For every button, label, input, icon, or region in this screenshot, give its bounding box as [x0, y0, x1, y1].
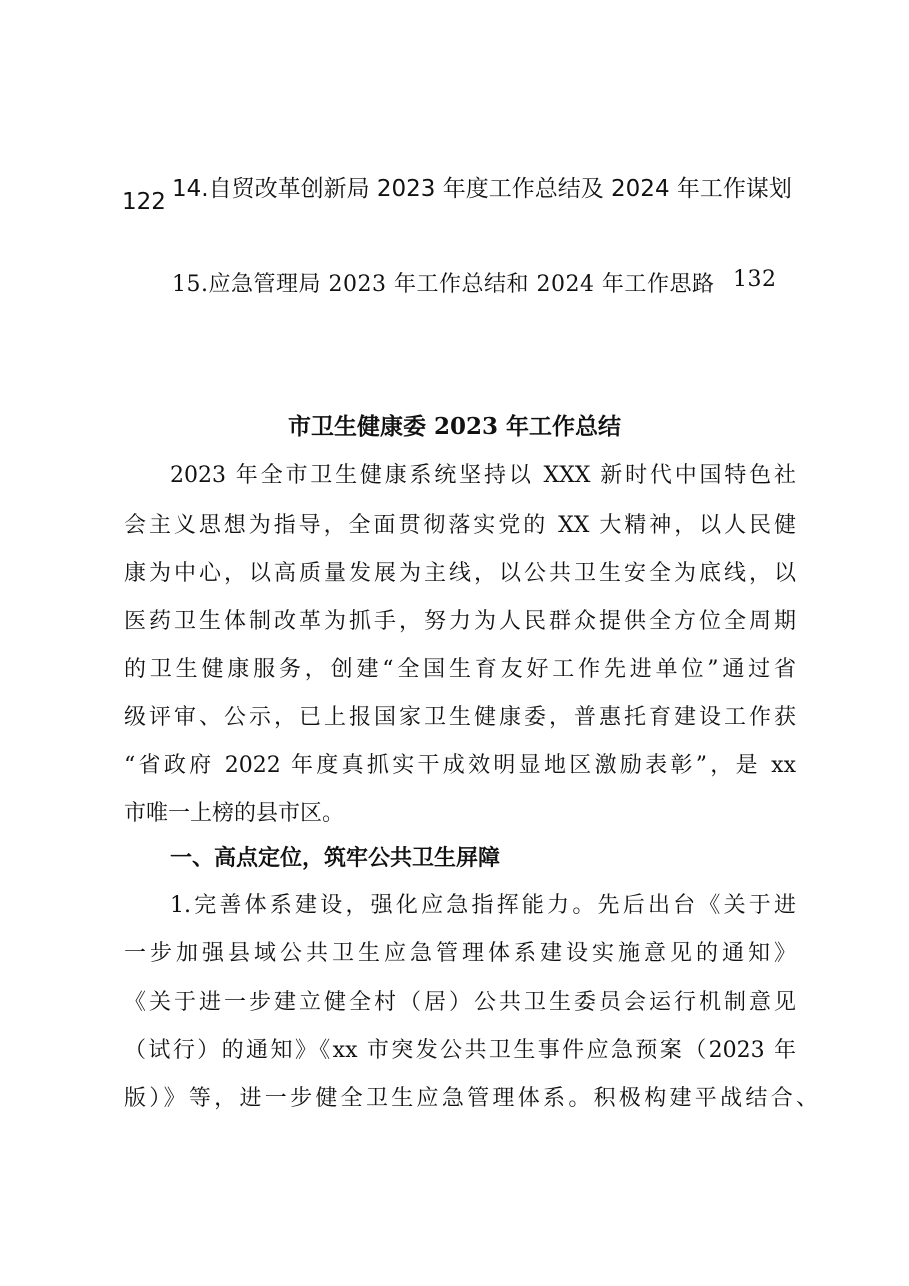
section-heading: 一、高点定位，筑牢公共卫生屏障: [170, 846, 501, 871]
toc-item-14-page: 122: [122, 189, 166, 215]
paragraph-line: 1.完善体系建设，强化应急指挥能力。先后出台《关于进: [170, 893, 796, 918]
paragraph-line: “省政府 2022 年度真抓实干成效明显地区激励表彰”，是 xx: [124, 753, 796, 778]
toc-item-15[interactable]: 15.应急管理局 2023 年工作总结和 2024 年工作思路: [172, 272, 715, 297]
paragraph-line: 级评审、公示，已上报国家卫生健康委，普惠托育建设工作获: [124, 705, 796, 730]
paragraph-line: 《关于进一步建立健全村（居）公共卫生委员会运行机制意见: [124, 990, 796, 1015]
toc-item-15-page: 132: [733, 267, 777, 292]
paragraph-line: 医药卫生体制改革为抓手，努力为人民群众提供全方位全周期: [124, 609, 796, 634]
paragraph-line: 的卫生健康服务，创建“全国生育友好工作先进单位”通过省: [124, 657, 796, 682]
paragraph-line: （试行）的通知》《xx 市突发公共卫生事件应急预案（2023 年: [124, 1038, 796, 1063]
paragraph-line: 版）》等，进一步健全卫生应急管理体系。积极构建平战结合、: [124, 1086, 818, 1111]
toc-item-14[interactable]: 14.自贸改革创新局 2023 年度工作总结及 2024 年工作谋划: [172, 176, 792, 202]
paragraph-line: 一步加强县域公共卫生应急管理体系建设实施意见的通知》: [124, 941, 796, 966]
paragraph-line: 康为中心，以高质量发展为主线，以公共卫生安全为底线，以: [124, 561, 796, 586]
paragraph-line: 2023 年全市卫生健康系统坚持以 XXX 新时代中国特色社: [170, 463, 796, 488]
document-title: 市卫生健康委 2023 年工作总结: [287, 413, 622, 440]
paragraph-line: 市唯一上榜的县市区。: [124, 801, 345, 826]
paragraph-line: 会主义思想为指导，全面贯彻落实党的 XX 大精神，以人民健: [124, 513, 796, 538]
